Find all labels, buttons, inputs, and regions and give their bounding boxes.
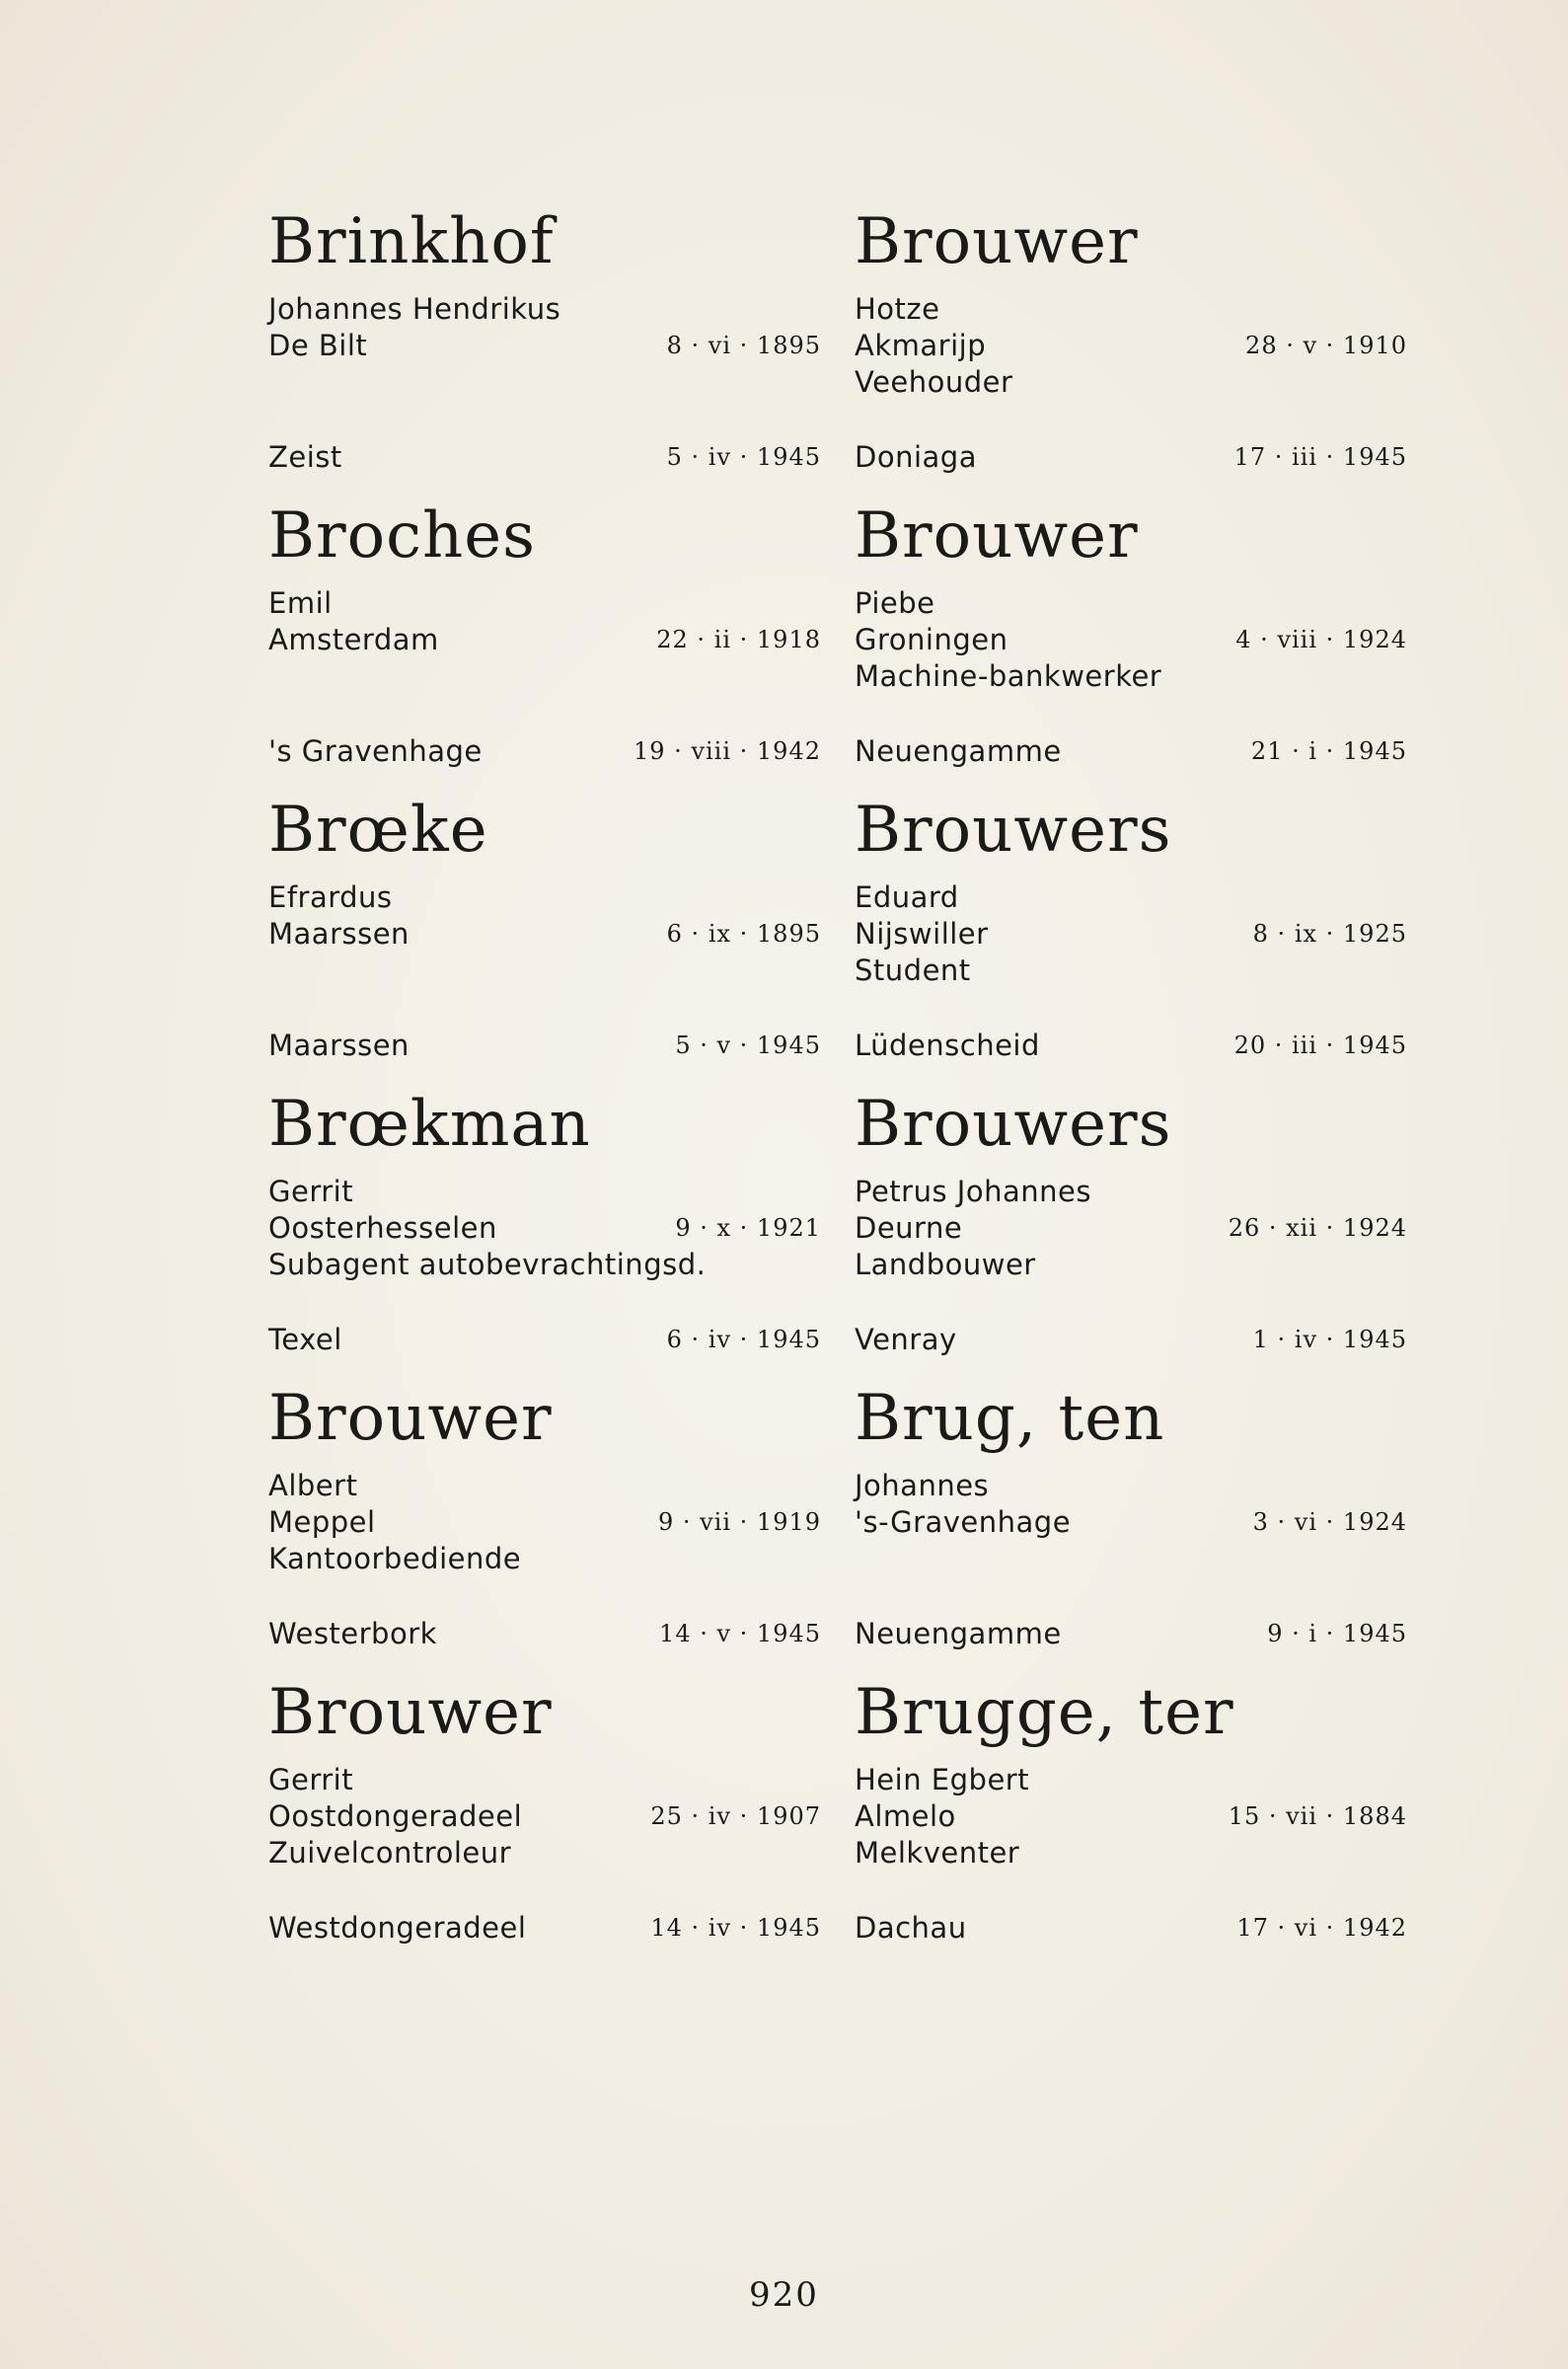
surname: Brugge, ter <box>855 1676 1234 1749</box>
birth-date: 9 · x · 1921 <box>675 1214 821 1242</box>
death-place: Lüdenscheid <box>855 1029 1040 1062</box>
death-date: 5 · iv · 1945 <box>666 443 821 471</box>
birth-line <box>268 1210 821 1247</box>
death-line <box>855 1028 1407 1064</box>
birth-line <box>268 328 821 364</box>
occupation: Student <box>855 954 971 987</box>
surname: Broches <box>268 499 536 573</box>
death-line <box>268 1322 821 1358</box>
death-place: Neuengamme <box>855 1617 1062 1650</box>
birth-date: 3 · vi · 1924 <box>1252 1508 1407 1536</box>
death-date: 6 · iv · 1945 <box>666 1326 821 1353</box>
birth-line <box>268 916 821 953</box>
death-line <box>855 1910 1407 1947</box>
birth-date: 15 · vii · 1884 <box>1228 1802 1407 1830</box>
surname: Brœke <box>268 794 488 867</box>
birth-place: Akmarijp <box>855 329 987 362</box>
death-place: Zeist <box>268 440 342 474</box>
left-column <box>268 183 821 1948</box>
birth-line <box>855 916 1407 953</box>
occupation: Zuivelcontroleur <box>268 1836 512 1870</box>
birth-place: Groningen <box>855 623 1008 656</box>
memorial-entry <box>268 1065 821 1359</box>
birth-line <box>268 1798 821 1835</box>
surname: Brug, ten <box>855 1382 1165 1455</box>
given-names: Gerrit <box>268 1175 354 1208</box>
death-date: 21 · i · 1945 <box>1250 737 1407 765</box>
death-line <box>268 1910 821 1947</box>
occupation: Machine-bankwerker <box>855 659 1162 693</box>
birth-date: 26 · xii · 1924 <box>1228 1214 1407 1242</box>
surname: Brouwer <box>855 499 1139 573</box>
death-place: Westerbork <box>268 1617 437 1650</box>
occupation <box>268 364 821 401</box>
given-names: Johannes <box>855 1469 990 1502</box>
birth-line <box>855 1798 1407 1835</box>
given-names: Hein Egbert <box>855 1763 1030 1796</box>
death-line <box>268 1028 821 1064</box>
death-line <box>268 439 821 476</box>
birth-place: Almelo <box>855 1799 956 1833</box>
given-names: Petrus Johannes <box>855 1175 1091 1208</box>
occupation <box>268 953 821 989</box>
memorial-entry <box>268 1359 821 1653</box>
death-place: 's Gravenhage <box>268 734 483 768</box>
occupation: Melkventer <box>855 1836 1020 1870</box>
surname: Brouwer <box>268 1676 553 1749</box>
death-line <box>855 439 1407 476</box>
birth-place: Amsterdam <box>268 623 439 656</box>
birth-line <box>268 1504 821 1541</box>
given-names: Hotze <box>855 292 940 326</box>
death-line <box>855 733 1407 770</box>
occupation: Subagent autobevrachtingsd. <box>268 1248 707 1281</box>
birth-place: Nijswiller <box>855 917 989 951</box>
death-line <box>268 733 821 770</box>
memorial-entry <box>268 1653 821 1948</box>
birth-place: De Bilt <box>268 329 368 362</box>
birth-place: Deurne <box>855 1211 963 1245</box>
death-date: 1 · iv · 1945 <box>1252 1326 1407 1353</box>
birth-date: 8 · ix · 1925 <box>1252 920 1407 948</box>
death-date: 19 · viii · 1942 <box>634 737 821 765</box>
death-date: 5 · v · 1945 <box>675 1032 821 1059</box>
death-line <box>855 1322 1407 1358</box>
memorial-entry <box>855 771 1407 1065</box>
birth-place: Meppel <box>268 1505 376 1539</box>
occupation: Veehouder <box>855 365 1013 399</box>
given-names: Emil <box>268 586 333 620</box>
birth-date: 8 · vi · 1895 <box>666 332 821 359</box>
memorial-entry <box>855 183 1407 477</box>
given-names: Efrardus <box>268 880 393 914</box>
given-names: Eduard <box>855 880 959 914</box>
occupation: Kantoorbediende <box>268 1542 522 1575</box>
birth-date: 4 · viii · 1924 <box>1235 626 1407 653</box>
birth-line <box>855 1210 1407 1247</box>
death-place: Westdongeradeel <box>268 1911 527 1945</box>
birth-line <box>855 1504 1407 1541</box>
memorial-entry <box>268 477 821 771</box>
memorial-entry <box>268 183 821 477</box>
birth-place: Oostdongeradeel <box>268 1799 523 1833</box>
death-date: 17 · vi · 1942 <box>1236 1914 1407 1942</box>
death-place: Texel <box>268 1323 342 1356</box>
given-names: Albert <box>268 1469 358 1502</box>
death-place: Dachau <box>855 1911 967 1945</box>
surname: Brouwers <box>855 794 1172 867</box>
given-names: Johannes Hendrikus <box>268 292 561 326</box>
death-place: Doniaga <box>855 440 977 474</box>
death-date: 20 · iii · 1945 <box>1233 1032 1407 1059</box>
right-column <box>855 183 1407 1948</box>
occupation <box>855 1541 1407 1577</box>
surname: Brinkhof <box>268 205 555 278</box>
death-place: Venray <box>855 1323 957 1356</box>
surname: Brœkman <box>268 1088 591 1161</box>
birth-date: 9 · vii · 1919 <box>657 1508 821 1536</box>
birth-place: Oosterhesselen <box>268 1211 497 1245</box>
death-date: 17 · iii · 1945 <box>1233 443 1407 471</box>
memorial-entry <box>268 771 821 1065</box>
occupation: Landbouwer <box>855 1248 1036 1281</box>
birth-place: 's-Gravenhage <box>855 1505 1072 1539</box>
death-line <box>268 1616 821 1652</box>
birth-line <box>855 328 1407 364</box>
birth-date: 25 · iv · 1907 <box>650 1802 821 1830</box>
birth-place: Maarssen <box>268 917 410 951</box>
birth-line <box>268 622 821 658</box>
birth-date: 22 · ii · 1918 <box>656 626 821 653</box>
birth-date: 6 · ix · 1895 <box>666 920 821 948</box>
given-names: Gerrit <box>268 1763 354 1796</box>
page-number: 920 <box>749 2275 819 2315</box>
occupation <box>268 658 821 695</box>
death-date: 9 · i · 1945 <box>1267 1620 1407 1647</box>
birth-line <box>855 622 1407 658</box>
surname: Brouwer <box>268 1382 553 1455</box>
death-date: 14 · v · 1945 <box>659 1620 821 1647</box>
birth-date: 28 · v · 1910 <box>1245 332 1407 359</box>
memorial-entry <box>855 1065 1407 1359</box>
death-line <box>855 1616 1407 1652</box>
memorial-entry <box>855 1359 1407 1653</box>
memorial-entry <box>855 1653 1407 1948</box>
surname: Brouwers <box>855 1088 1172 1161</box>
given-names: Piebe <box>855 586 935 620</box>
memorial-entry <box>855 477 1407 771</box>
surname: Brouwer <box>855 205 1139 278</box>
death-place: Neuengamme <box>855 734 1062 768</box>
death-place: Maarssen <box>268 1029 410 1062</box>
death-date: 14 · iv · 1945 <box>650 1914 821 1942</box>
